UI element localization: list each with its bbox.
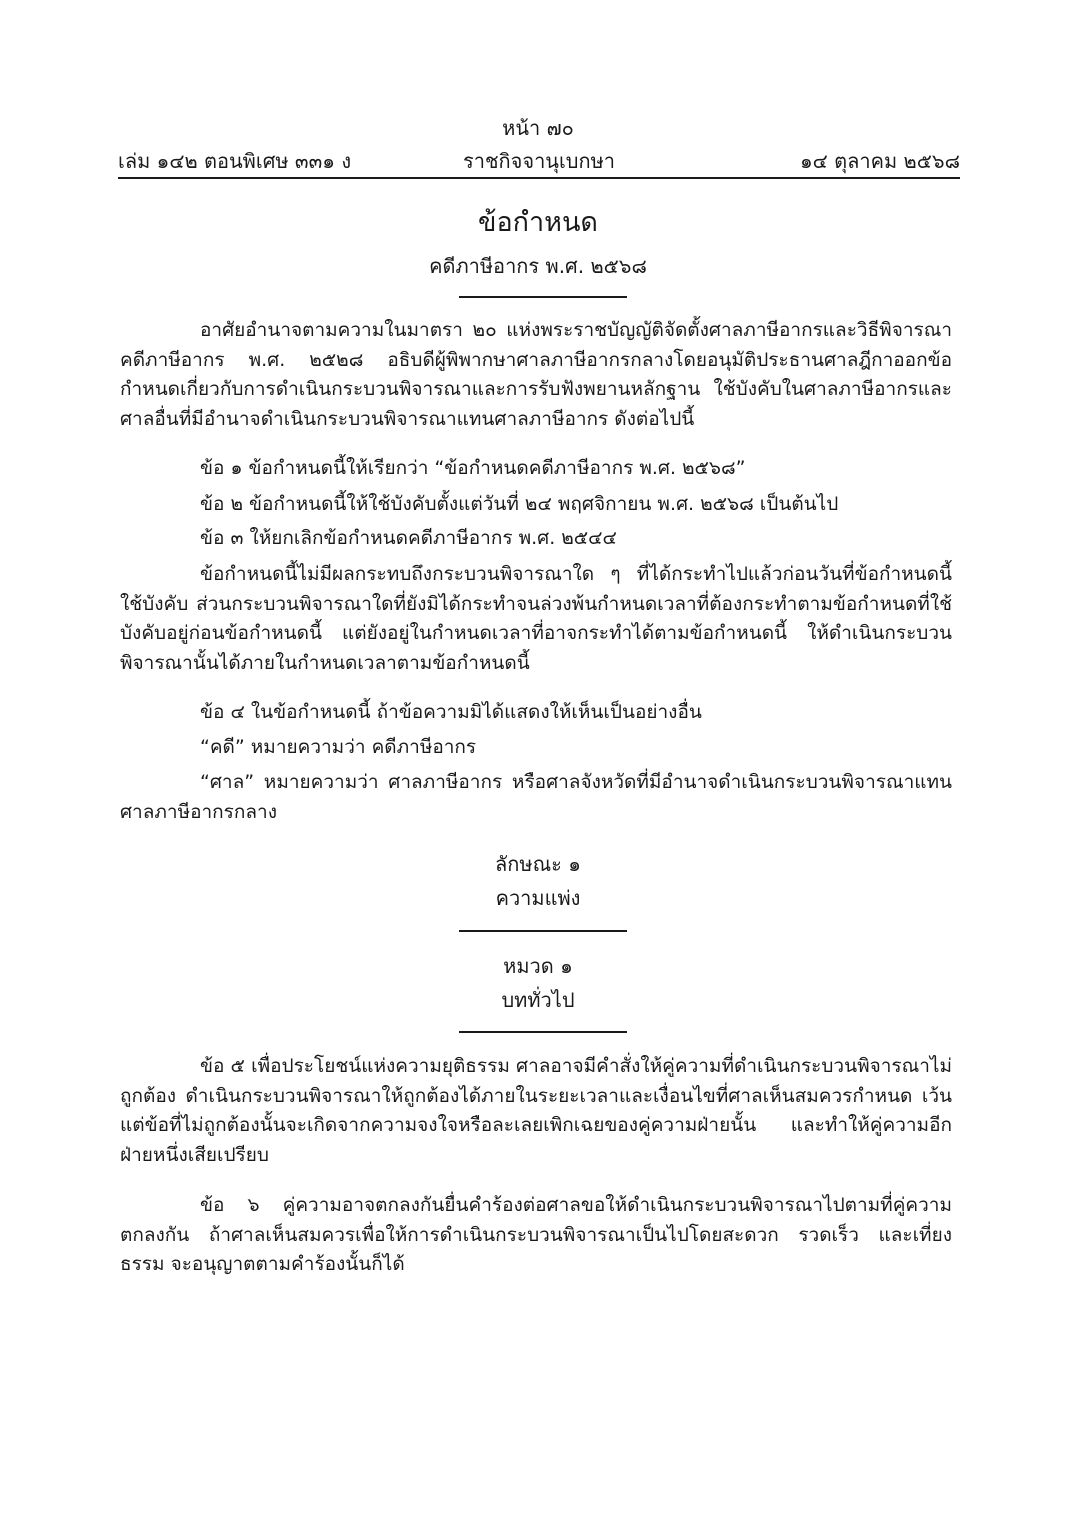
page-number: หน้า ๗๐: [502, 116, 574, 140]
part-label: ลักษณะ ๑: [495, 852, 581, 876]
gazette-name: ราชกิจจานุเบกษา: [462, 149, 616, 173]
preamble-paragraph: อาศัยอำนาจตามความในมาตรา ๒๐ แห่งพระราชบัญญัติจัดตั้งศาลภาษีอากรและวิธีพิจารณาคดีภาษีอากร พ.ศ. ๒๕๒๘ อธิบดีผู้พิพากษาศาลภาษีอากรกลางโดยอนุมัติประธานศาลฎีกาออกข้อกำหนดเกี่ยวกับการดำเนินกระบวนพิจารณาและการรับฟังพยานหลักฐาน ใช้บังคับในศาลภาษีอากรและศาลอื่นที่มีอำนาจดำเนินกระบวนพิจารณาแทนศาลภาษีอากร ดังต่อไปนี้: [120, 319, 952, 430]
definition-court: “ศาล” หมายความว่า ศาลภาษีอากร หรือศาลจังหวัดที่มีอำนาจดำเนินกระบวนพิจารณาแทนศาลภาษีอากรกลาง: [120, 771, 952, 823]
clause-4: ข้อ ๔ ในข้อกำหนดนี้ ถ้าข้อความมิได้แสดงให้เห็นเป็นอย่างอื่น: [200, 701, 702, 723]
document-subtitle: คดีภาษีอากร พ.ศ. ๒๕๖๘: [429, 254, 647, 278]
clause-3-paragraph: ข้อกำหนดนี้ไม่มีผลกระทบถึงกระบวนพิจารณาใด ๆ ที่ได้กระทำไปแล้วก่อนวันที่ข้อกำหนดนี้ใช้บังคับ ส่วนกระบวนพิจารณาใดที่ยังมิได้กระทำจนล่วงพ้นกำหนดเวลาที่ต้องกระทำตามข้อกำหนดที่ใช้บังคับอยู่ก่อนข้อกำหนดนี้ แต่ยังอยู่ในกำหนดเวลาที่อาจกระทำได้ตามข้อกำหนดนี้ ให้ดำเนินกระบวนพิจารณานั้นได้ภายในกำหนดเวลาตามข้อกำหนดนี้: [120, 563, 952, 674]
publication-date: ๑๔ ตุลาคม ๒๕๖๘: [799, 149, 960, 173]
clause-2: ข้อ ๒ ข้อกำหนดนี้ให้ใช้บังคับตั้งแต่วันที่ ๒๔ พฤศจิกายน พ.ศ. ๒๕๖๘ เป็นต้นไป: [200, 493, 839, 515]
clause-6: ข้อ ๖ คู่ความอาจตกลงกันยื่นคำร้องต่อศาลขอให้ดำเนินกระบวนพิจารณาไปตามที่คู่ความตกลงกัน ถ้าศาลเห็นสมควรเพื่อให้การดำเนินกระบวนพิจารณาเป็นไปโดยสะดวก รวดเร็ว และเที่ยงธรรม จะอนุญาตตามคำร้องนั้นก็ได้: [120, 1194, 952, 1275]
clause-5: ข้อ ๕ เพื่อประโยชน์แห่งความยุติธรรม ศาลอาจมีคำสั่งให้คู่ความที่ดำเนินกระบวนพิจารณาไม่ถูกต้อง ดำเนินกระบวนพิจารณาให้ถูกต้องได้ภายในระยะเวลาและเงื่อนไขที่ศาลเห็นสมควรกำหนด เว้นแต่ข้อที่ไม่ถูกต้องนั้นจะเกิดจากความจงใจหรือละเลยเพิกเฉยของคู่ความฝ่ายนั้น และทำให้คู่ความอีกฝ่ายหนึ่งเสียเปรียบ: [120, 1055, 952, 1166]
document-title: ข้อกำหนด: [478, 207, 598, 238]
divider: [459, 296, 627, 298]
clause-3: ข้อ ๓ ให้ยกเลิกข้อกำหนดคดีภาษีอากร พ.ศ. ๒๕๔๔: [200, 527, 617, 549]
divider: [459, 930, 627, 932]
divider: [459, 1031, 627, 1033]
clause-1: ข้อ ๑ ข้อกำหนดนี้ให้เรียกว่า “ข้อกำหนดคดีภาษีอากร พ.ศ. ๒๕๖๘”: [200, 457, 746, 479]
gazette-header: [118, 147, 960, 179]
definition-case: “คดี” หมายความว่า คดีภาษีอากร: [200, 736, 477, 758]
volume-issue: เล่ม ๑๔๒ ตอนพิเศษ ๓๓๑ ง: [118, 149, 352, 173]
chapter-title: บททั่วไป: [501, 988, 575, 1012]
chapter-label: หมวด ๑: [503, 954, 573, 978]
part-title: ความแพ่ง: [495, 886, 581, 910]
